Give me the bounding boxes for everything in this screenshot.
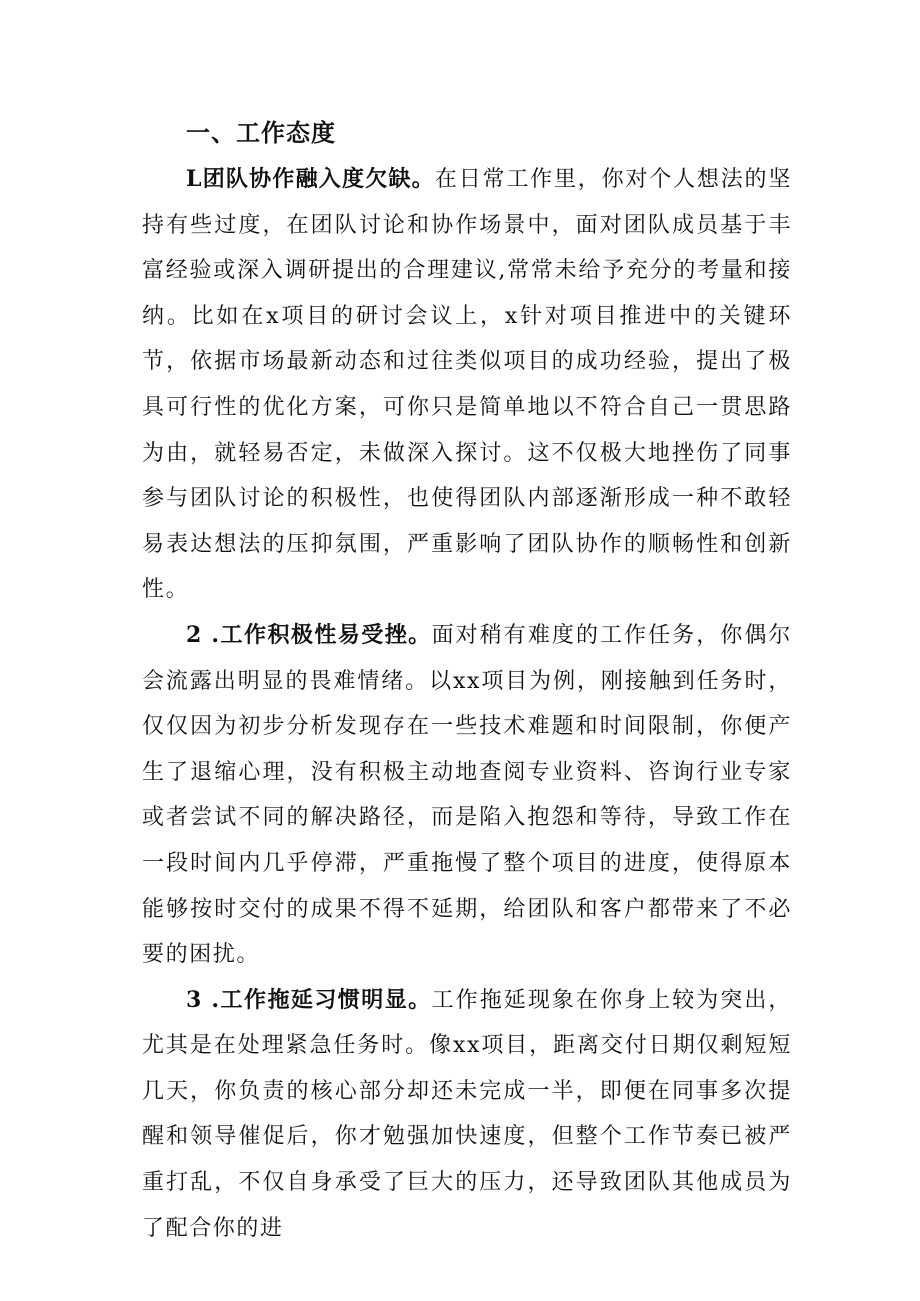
document-body xyxy=(142,112,792,1251)
paragraph-lead: 2 .工作积极性易受挫。 xyxy=(186,621,432,648)
section-heading: 一、工作态度 xyxy=(186,118,336,147)
paragraph-body: 面对稍有难度的工作任务，你偶尔会流露出明显的畏难情绪。以xx项目为例，刚接触到任务时，仅仅因为初步分析发现存在一些技术难题和时间限制，你便产生了退缩心理，没有积极主动地查阅专业资料、咨询行业专家或者尝试不同的解决路径，而是陷入抱怨和等待，导致工作在一段时间内几乎停滞，严重拖慢了整个项目的进度，使得原本能够按时交付的成果不得不延期，给团队和客户都带来了不必要的困扰。 xyxy=(142,622,792,968)
paragraph-lead: L团队协作融入度欠缺。 xyxy=(186,166,435,192)
paragraph-body: 工作拖延现象在你身上较为突出，尤其是在处理紧急任务时。像xx项目，距离交付日期仅剩短短几天，你负责的核心部分却还未完成一半，即便在同事多次提醒和领导催促后，你才勉强加快速度，但整个工作节奏已被严重打乱，不仅自身承受了巨大的压力，还导致团队其他成员为了配合你的进 xyxy=(142,987,792,1241)
paragraph-team-collaboration xyxy=(142,157,792,613)
paragraph-procrastination xyxy=(142,978,792,1252)
paragraph-lead: 3 .工作拖延习惯明显。 xyxy=(186,986,432,1013)
paragraph-body: 在日常工作里，你对个人想法的坚持有些过度，在团队讨论和协作场景中，面对团队成员基于丰富经验或深入调研提出的合理建议,常常未给予充分的考量和接纳。比如在x项目的研讨会议上，x针对项目推进中的关键环节，依据市场最新动态和过往类似项目的成功经验，提出了极具可行性的优化方案，可你只是简单地以不符合自己一贯思路为由，就轻易否定，未做深入探讨。这不仅极大地挫伤了同事参与团队讨论的积极性，也使得团队内部逐渐形成一种不敢轻易表达想法的压抑氛围，严重影响了团队协作的顺畅性和创新性。 xyxy=(142,167,792,603)
paragraph-work-enthusiasm xyxy=(142,613,792,978)
